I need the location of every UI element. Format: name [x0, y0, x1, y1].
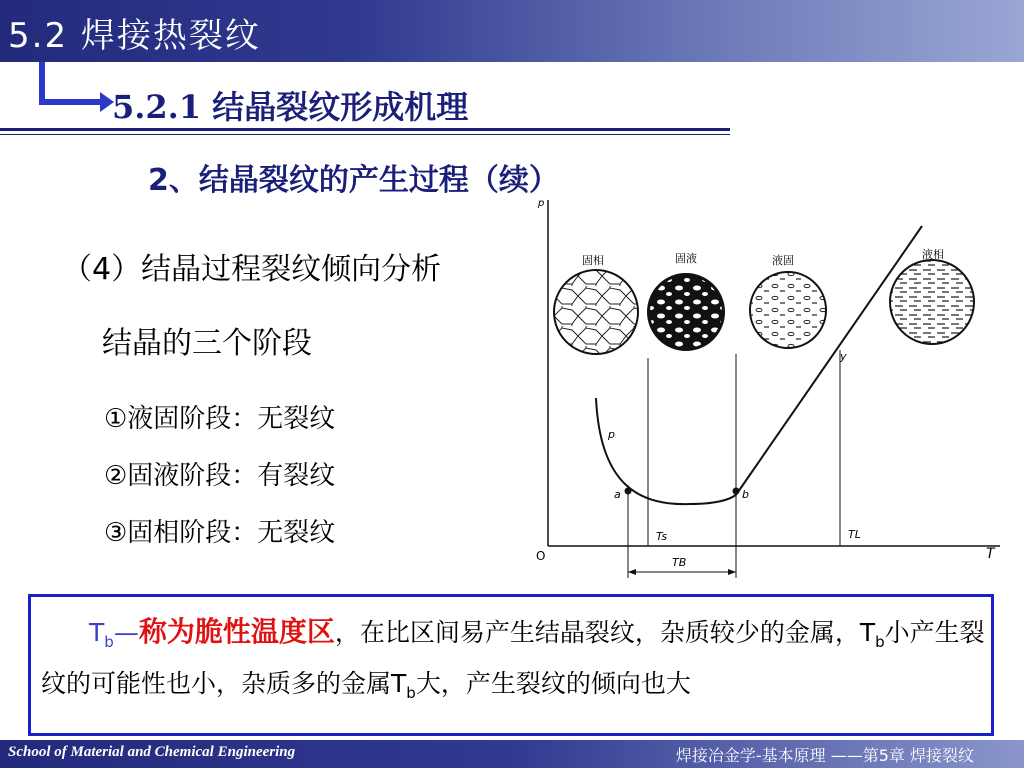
tick-label-tl: TL — [848, 528, 861, 541]
y-axis-label: p — [538, 198, 545, 209]
tick-label-ts: Ts — [656, 530, 668, 543]
tb-subscript-2: b — [875, 633, 885, 651]
footer-course: 焊接冶金学-基本原理 ——第5章 焊接裂纹 — [675, 746, 974, 765]
phase-label-liquid: 液相 — [922, 248, 944, 261]
tb-symbol-3: T — [391, 669, 407, 698]
liquid-phase-circle — [890, 260, 974, 344]
title-bar — [0, 0, 1024, 62]
footer-bar — [0, 740, 1024, 768]
divider — [0, 128, 730, 131]
tb-dash: — — [113, 618, 139, 647]
point-b — [733, 488, 740, 495]
section-title: 2、结晶裂纹的产生过程（续） — [148, 163, 559, 198]
note-text-2: 小产生裂纹的可能性也小，杂质多的金属 — [41, 618, 985, 698]
phase-label-solid: 固相 — [582, 254, 604, 267]
tb-arrow-left — [628, 569, 636, 575]
subsection-title: 5.2.1 结晶裂纹形成机理 — [112, 88, 469, 126]
note-text — [41, 611, 985, 714]
divider-thin — [0, 134, 730, 135]
solid-phase-circle — [554, 270, 638, 354]
crystallization-diagram — [530, 186, 1020, 586]
analysis-heading: （4）结晶过程裂纹倾向分析 — [62, 252, 442, 287]
note-box — [28, 594, 994, 736]
note-text-3: 大，产生裂纹的倾向也大 — [415, 669, 691, 698]
solid-liquid-pattern — [650, 276, 722, 348]
stage-item-1: ①液固阶段：无裂纹 — [104, 404, 336, 434]
arrow-icon — [36, 62, 116, 112]
phase-label-liquid-solid: 液固 — [772, 254, 794, 267]
interval-label: TB — [672, 556, 687, 569]
strain-line — [738, 226, 922, 492]
liquid-solid-circle — [750, 272, 826, 348]
x-axis-label: T — [986, 546, 995, 562]
curve-label: p — [608, 428, 615, 441]
stage-item-2: ②固液阶段：有裂纹 — [104, 461, 336, 491]
point-a — [625, 488, 632, 495]
stages-heading: 结晶的三个阶段 — [102, 326, 312, 361]
line-label: y — [840, 350, 847, 363]
tb-symbol-2: T — [859, 618, 876, 647]
tb-subscript: b — [104, 633, 114, 651]
point-a-label: a — [614, 488, 621, 501]
origin-label: O — [536, 549, 546, 563]
tb-arrow-right — [728, 569, 736, 575]
point-b-label: b — [742, 488, 749, 501]
footer-school: School of Material and Chemical Engineering — [8, 744, 296, 760]
emphasis-text: 称为脆性温度区 — [138, 615, 335, 648]
phase-label-solid-liquid: 固液 — [675, 252, 697, 265]
tb-subscript-3: b — [406, 684, 416, 702]
tb-symbol: T — [89, 618, 105, 647]
stage-item-3: ③固相阶段：无裂纹 — [104, 518, 336, 548]
note-text-1: ，在比区间易产生结晶裂纹，杂质较少的金属， — [334, 618, 860, 647]
slide-title: 5.2 焊接热裂纹 — [8, 16, 261, 56]
